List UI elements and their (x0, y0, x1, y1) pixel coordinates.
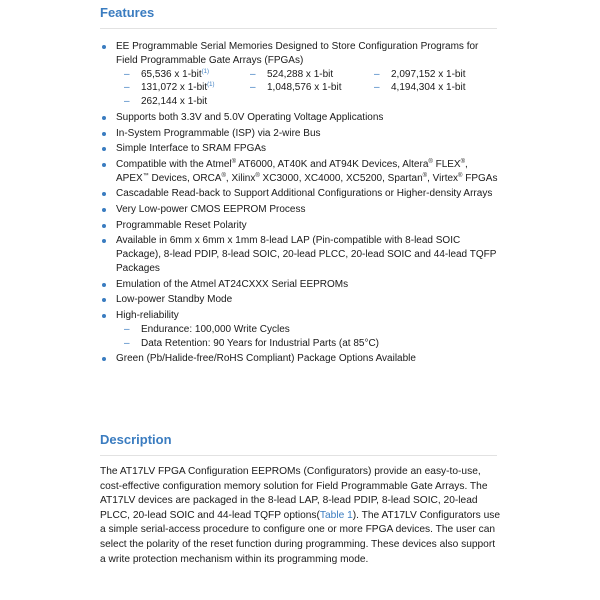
density-option (124, 68, 250, 82)
feature-text: Available in 6mm x 6mm x 1mm 8-lead LAP (Pin-compatible with 8-lead SOIC Package), 8-lead PDIP, 8-lead SOIC, 20-lead PLCC, 20-lead SOIC and 44-lead TQFP Packages (116, 235, 497, 275)
feature-item (100, 187, 500, 201)
text-part: Compatible with the Atmel (116, 158, 232, 170)
density-text: 2,097,152 x 1-bit (391, 68, 466, 80)
dash-icon: – (250, 82, 256, 94)
sub-item (124, 323, 500, 337)
features-list (100, 40, 500, 368)
text-part: FPGAs (462, 172, 498, 184)
feature-item (100, 293, 500, 307)
density-option (124, 81, 250, 95)
density-text: 1,048,576 x 1-bit (267, 82, 342, 94)
feature-item (100, 234, 500, 275)
text-part: , APEX (116, 158, 468, 184)
bullet-dot-icon (102, 45, 106, 49)
bullet-dot-icon (102, 163, 106, 167)
sub-item-text: Endurance: 100,000 Write Cycles (141, 323, 290, 335)
sub-item-text: Data Retention: 90 Years for Industrial Parts (at 85°C) (141, 337, 380, 349)
text-part: , Virtex (427, 172, 459, 184)
bullet-dot-icon (102, 224, 106, 228)
feature-text: Very Low-power CMOS EEPROM Process (116, 204, 306, 216)
trademark-mark: ® (422, 172, 428, 179)
bullet-dot-icon (102, 116, 106, 120)
feature-text: Cascadable Read-back to Support Additional Configurations or Higher-density Arrays (116, 188, 493, 200)
trademark-mark: ® (221, 172, 226, 179)
footnote-ref[interactable]: (1) (201, 68, 209, 75)
feature-text: Simple Interface to SRAM FPGAs (116, 143, 267, 155)
trademark-mark: ® (231, 158, 237, 165)
trademark-mark: ™ (142, 172, 149, 179)
dash-icon: – (124, 323, 130, 335)
description-paragraph (100, 465, 500, 567)
table-1-link[interactable]: Table 1 (319, 509, 353, 521)
feature-text: EE Programmable Serial Memories Designed to Store Configuration Programs for Field Programmable Gate Arrays (FPGAs) (116, 41, 479, 66)
density-text: 4,194,304 x 1-bit (391, 82, 466, 94)
text-part: XC3000, XC4000, XC5200, Spartan (259, 172, 423, 184)
feature-text: Emulation of the Atmel AT24CXXX Serial EEPROMs (116, 278, 349, 290)
bullet-dot-icon (102, 298, 106, 302)
bullet-dot-icon (102, 357, 106, 361)
density-option (250, 81, 374, 95)
feature-item (100, 352, 500, 366)
text-part: AT6000, AT40K and AT94K Devices, Altera (236, 158, 429, 170)
density-text: 131,072 x 1-bit (141, 82, 208, 94)
feature-item (100, 40, 500, 109)
dash-icon: – (124, 96, 130, 108)
density-text: 524,288 x 1-bit (267, 68, 334, 80)
bullet-dot-icon (102, 239, 106, 243)
feature-item (100, 309, 500, 350)
description-text: ). The AT17LV Configurators use a simple serial-access procedure to configure one or more FPGA devices. The user can select the polarity of the reset function during programming. These devices also support a write protection mechanism within its programming mode. (100, 509, 500, 565)
bullet-dot-icon (102, 192, 106, 196)
trademark-mark: ® (428, 158, 433, 165)
feature-text: Low-power Standby Mode (116, 294, 233, 306)
feature-item (100, 127, 500, 141)
density-option (374, 81, 494, 95)
feature-text: High-reliability (116, 310, 179, 322)
sub-item (124, 337, 500, 351)
footnote-ref[interactable]: (1) (207, 82, 215, 89)
feature-item (100, 111, 500, 125)
density-option (250, 68, 374, 82)
feature-text (116, 159, 497, 184)
bullet-dot-icon (102, 208, 106, 212)
description-text: The AT17LV FPGA Configuration EEPROMs (Configurators) provide an easy-to-use, cost-effective configuration memory solution for Field Programmable Gate Arrays. The AT17LV devices are packaged in the 8-lead LAP, 8-lead PDIP, 8-lead SOIC, 20-lead PLCC, 20-lead SOIC and 44-lead TQFP options( (100, 466, 488, 521)
density-options-grid (116, 68, 500, 109)
feature-item (100, 158, 500, 186)
bullet-dot-icon (102, 283, 106, 287)
description-divider (100, 455, 497, 456)
bullet-dot-icon (102, 147, 106, 151)
feature-item (100, 219, 500, 233)
density-text: 65,536 x 1-bit (141, 68, 202, 80)
features-heading: Features (100, 5, 155, 20)
bullet-dot-icon (102, 132, 106, 136)
feature-text: Programmable Reset Polarity (116, 219, 247, 231)
trademark-mark: ® (458, 172, 463, 179)
text-part: Devices, ORCA (148, 172, 222, 184)
text-part: FLEX (432, 158, 461, 170)
feature-item (100, 278, 500, 292)
text-part: , Xilinx (225, 172, 256, 184)
feature-text: Supports both 3.3V and 5.0V Operating Voltage Applications (116, 111, 384, 123)
features-divider (100, 28, 497, 29)
density-option (374, 68, 494, 82)
dash-icon: – (374, 82, 380, 94)
density-text: 262,144 x 1-bit (141, 96, 208, 108)
dash-icon: – (250, 68, 256, 80)
dash-icon: – (374, 68, 380, 80)
description-heading: Description (100, 432, 172, 447)
feature-item (100, 203, 500, 217)
bullet-dot-icon (102, 314, 106, 318)
density-option (124, 95, 250, 109)
feature-text: Green (Pb/Halide-free/RoHS Compliant) Package Options Available (116, 353, 416, 365)
trademark-mark: ® (255, 172, 260, 179)
feature-item (100, 142, 500, 156)
dash-icon: – (124, 68, 130, 80)
reliability-sublist (116, 323, 500, 351)
dash-icon: – (124, 337, 130, 349)
feature-text: In-System Programmable (ISP) via 2-wire Bus (116, 127, 321, 139)
trademark-mark: ® (460, 158, 466, 165)
dash-icon: – (124, 82, 130, 94)
